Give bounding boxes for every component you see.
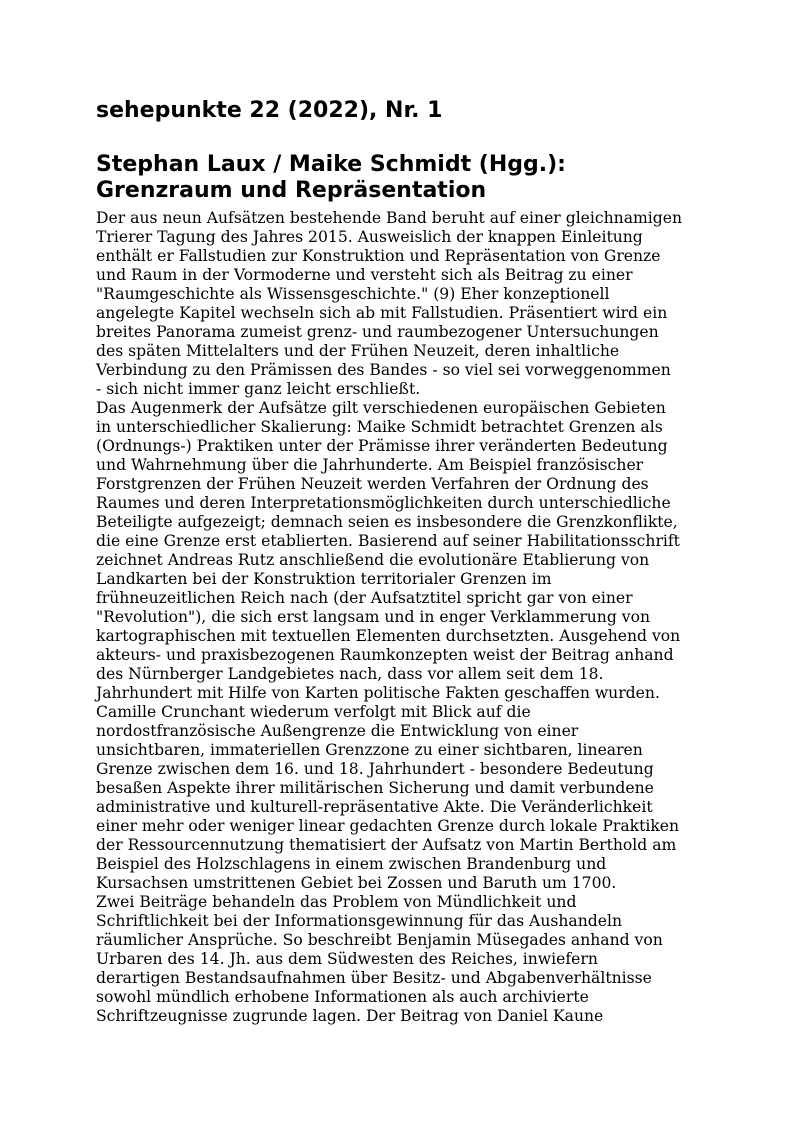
body-text-line: zeichnet Andreas Rutz anschließend die evolutionäre Etablierung von — [96, 551, 650, 569]
body-text-line: unsichtbaren, immateriellen Grenzzone zu einer sichtbaren, linearen — [96, 741, 643, 759]
review-title-line-1: Stephan Laux / Maike Schmidt (Hgg.): — [96, 152, 566, 177]
body-text-line: sowohl mündlich erhobene Informationen als auch archivierte — [96, 988, 589, 1006]
body-text-line: Verbindung zu den Prämissen des Bandes - so viel sei vorweggenommen — [96, 361, 671, 379]
body-text-line: des späten Mittelalters und der Frühen Neuzeit, deren inhaltliche — [96, 342, 620, 360]
body-text-line: Trierer Tagung des Jahres 2015. Ausweislich der knappen Einleitung — [96, 228, 643, 246]
body-text-line: Das Augenmerk der Aufsätze gilt verschiedenen europäischen Gebieten — [96, 399, 666, 417]
review-title — [96, 152, 566, 204]
body-text-line: der Ressourcennutzung thematisiert der Aufsatz von Martin Berthold am — [96, 836, 677, 854]
body-text-line: Beteiligte aufgezeigt; demnach seien es insbesondere die Grenzkonflikte, — [96, 513, 678, 531]
body-text-line: Raumes und deren Interpretationsmöglichkeiten durch unterschiedliche — [96, 494, 671, 512]
body-text-line: Grenze zwischen dem 16. und 18. Jahrhundert - besondere Bedeutung — [96, 760, 654, 778]
body-text-line: akteurs- und praxisbezogenen Raumkonzepten weist der Beitrag anhand — [96, 646, 674, 664]
body-text-line: und Wahrnehmung über die Jahrhunderte. Am Beispiel französischer — [96, 456, 644, 474]
body-text-line: Der aus neun Aufsätzen bestehende Band beruht auf einer gleichnamigen — [96, 209, 683, 227]
body-text-line: Schriftlichkeit bei der Informationsgewinnung für das Aushandeln — [96, 912, 622, 930]
body-text-line: Schriftzeugnisse zugrunde lagen. Der Beitrag von Daniel Kaune — [96, 1007, 604, 1025]
body-text-line: - sich nicht immer ganz leicht erschließt. — [96, 380, 421, 398]
body-text-line: Landkarten bei der Konstruktion territorialer Grenzen im — [96, 570, 552, 588]
body-text-line: Forstgrenzen der Frühen Neuzeit werden Verfahren der Ordnung des — [96, 475, 649, 493]
body-text-line: nordostfranzösische Außengrenze die Entwicklung von einer — [96, 722, 579, 740]
body-text-line: kartographischen mit textuellen Elementen durchsetzten. Ausgehend von — [96, 627, 681, 645]
body-text-line: Jahrhundert mit Hilfe von Karten politische Fakten geschaffen wurden. — [96, 684, 660, 702]
body-text-line: angelegte Kapitel wechseln sich ab mit Fallstudien. Präsentiert wird ein — [96, 304, 668, 322]
body-text-line: räumlicher Ansprüche. So beschreibt Benjamin Müsegades anhand von — [96, 931, 663, 949]
body-text-line: und Raum in der Vormoderne und versteht sich als Beitrag zu einer — [96, 266, 633, 284]
body-text-line: Zwei Beiträge behandeln das Problem von Mündlichkeit und — [96, 893, 577, 911]
body-text-line: besaßen Aspekte ihrer militärischen Sicherung und damit verbundene — [96, 779, 654, 797]
body-text-line: Beispiel des Holzschlagens in einem zwischen Brandenburg und — [96, 855, 607, 873]
body-text-line: administrative und kulturell-repräsentative Akte. Die Veränderlichkeit — [96, 798, 653, 816]
body-text-line: (Ordnungs-) Praktiken unter der Prämisse ihrer veränderten Bedeutung — [96, 437, 668, 455]
body-text-line: Urbaren des 14. Jh. aus dem Südwesten des Reiches, inwiefern — [96, 950, 598, 968]
body-text-line: enthält er Fallstudien zur Konstruktion und Repräsentation von Grenze — [96, 247, 661, 265]
body-text-line: Kursachsen umstrittenen Gebiet bei Zossen und Baruth um 1700. — [96, 874, 617, 892]
body-text-line: die eine Grenze erst etablierten. Basierend auf seiner Habilitationsschrift — [96, 532, 680, 550]
body-text-line: in unterschiedlicher Skalierung: Maike Schmidt betrachtet Grenzen als — [96, 418, 663, 436]
body-text-line: frühneuzeitlichen Reich nach (der Aufsatztitel spricht gar von einer — [96, 589, 633, 607]
body-text-line: derartigen Bestandsaufnahmen über Besitz- und Abgabenverhältnisse — [96, 969, 652, 987]
body-text-line: "Revolution"), die sich erst langsam und in enger Verklammerung von — [96, 608, 651, 626]
review-body-text — [96, 209, 726, 1026]
journal-issue-heading: sehepunkte 22 (2022), Nr. 1 — [96, 98, 443, 123]
body-text-line: des Nürnberger Landgebietes nach, dass vor allem seit dem 18. — [96, 665, 604, 683]
body-text-line: breites Panorama zumeist grenz- und raumbezogener Untersuchungen — [96, 323, 659, 341]
review-title-line-2: Grenzraum und Repräsentation — [96, 178, 487, 203]
body-text-line: "Raumgeschichte als Wissensgeschichte." (9) Eher konzeptionell — [96, 285, 610, 303]
body-text-line: Camille Crunchant wiederum verfolgt mit Blick auf die — [96, 703, 531, 721]
body-text-line: einer mehr oder weniger linear gedachten Grenze durch lokale Praktiken — [96, 817, 680, 835]
